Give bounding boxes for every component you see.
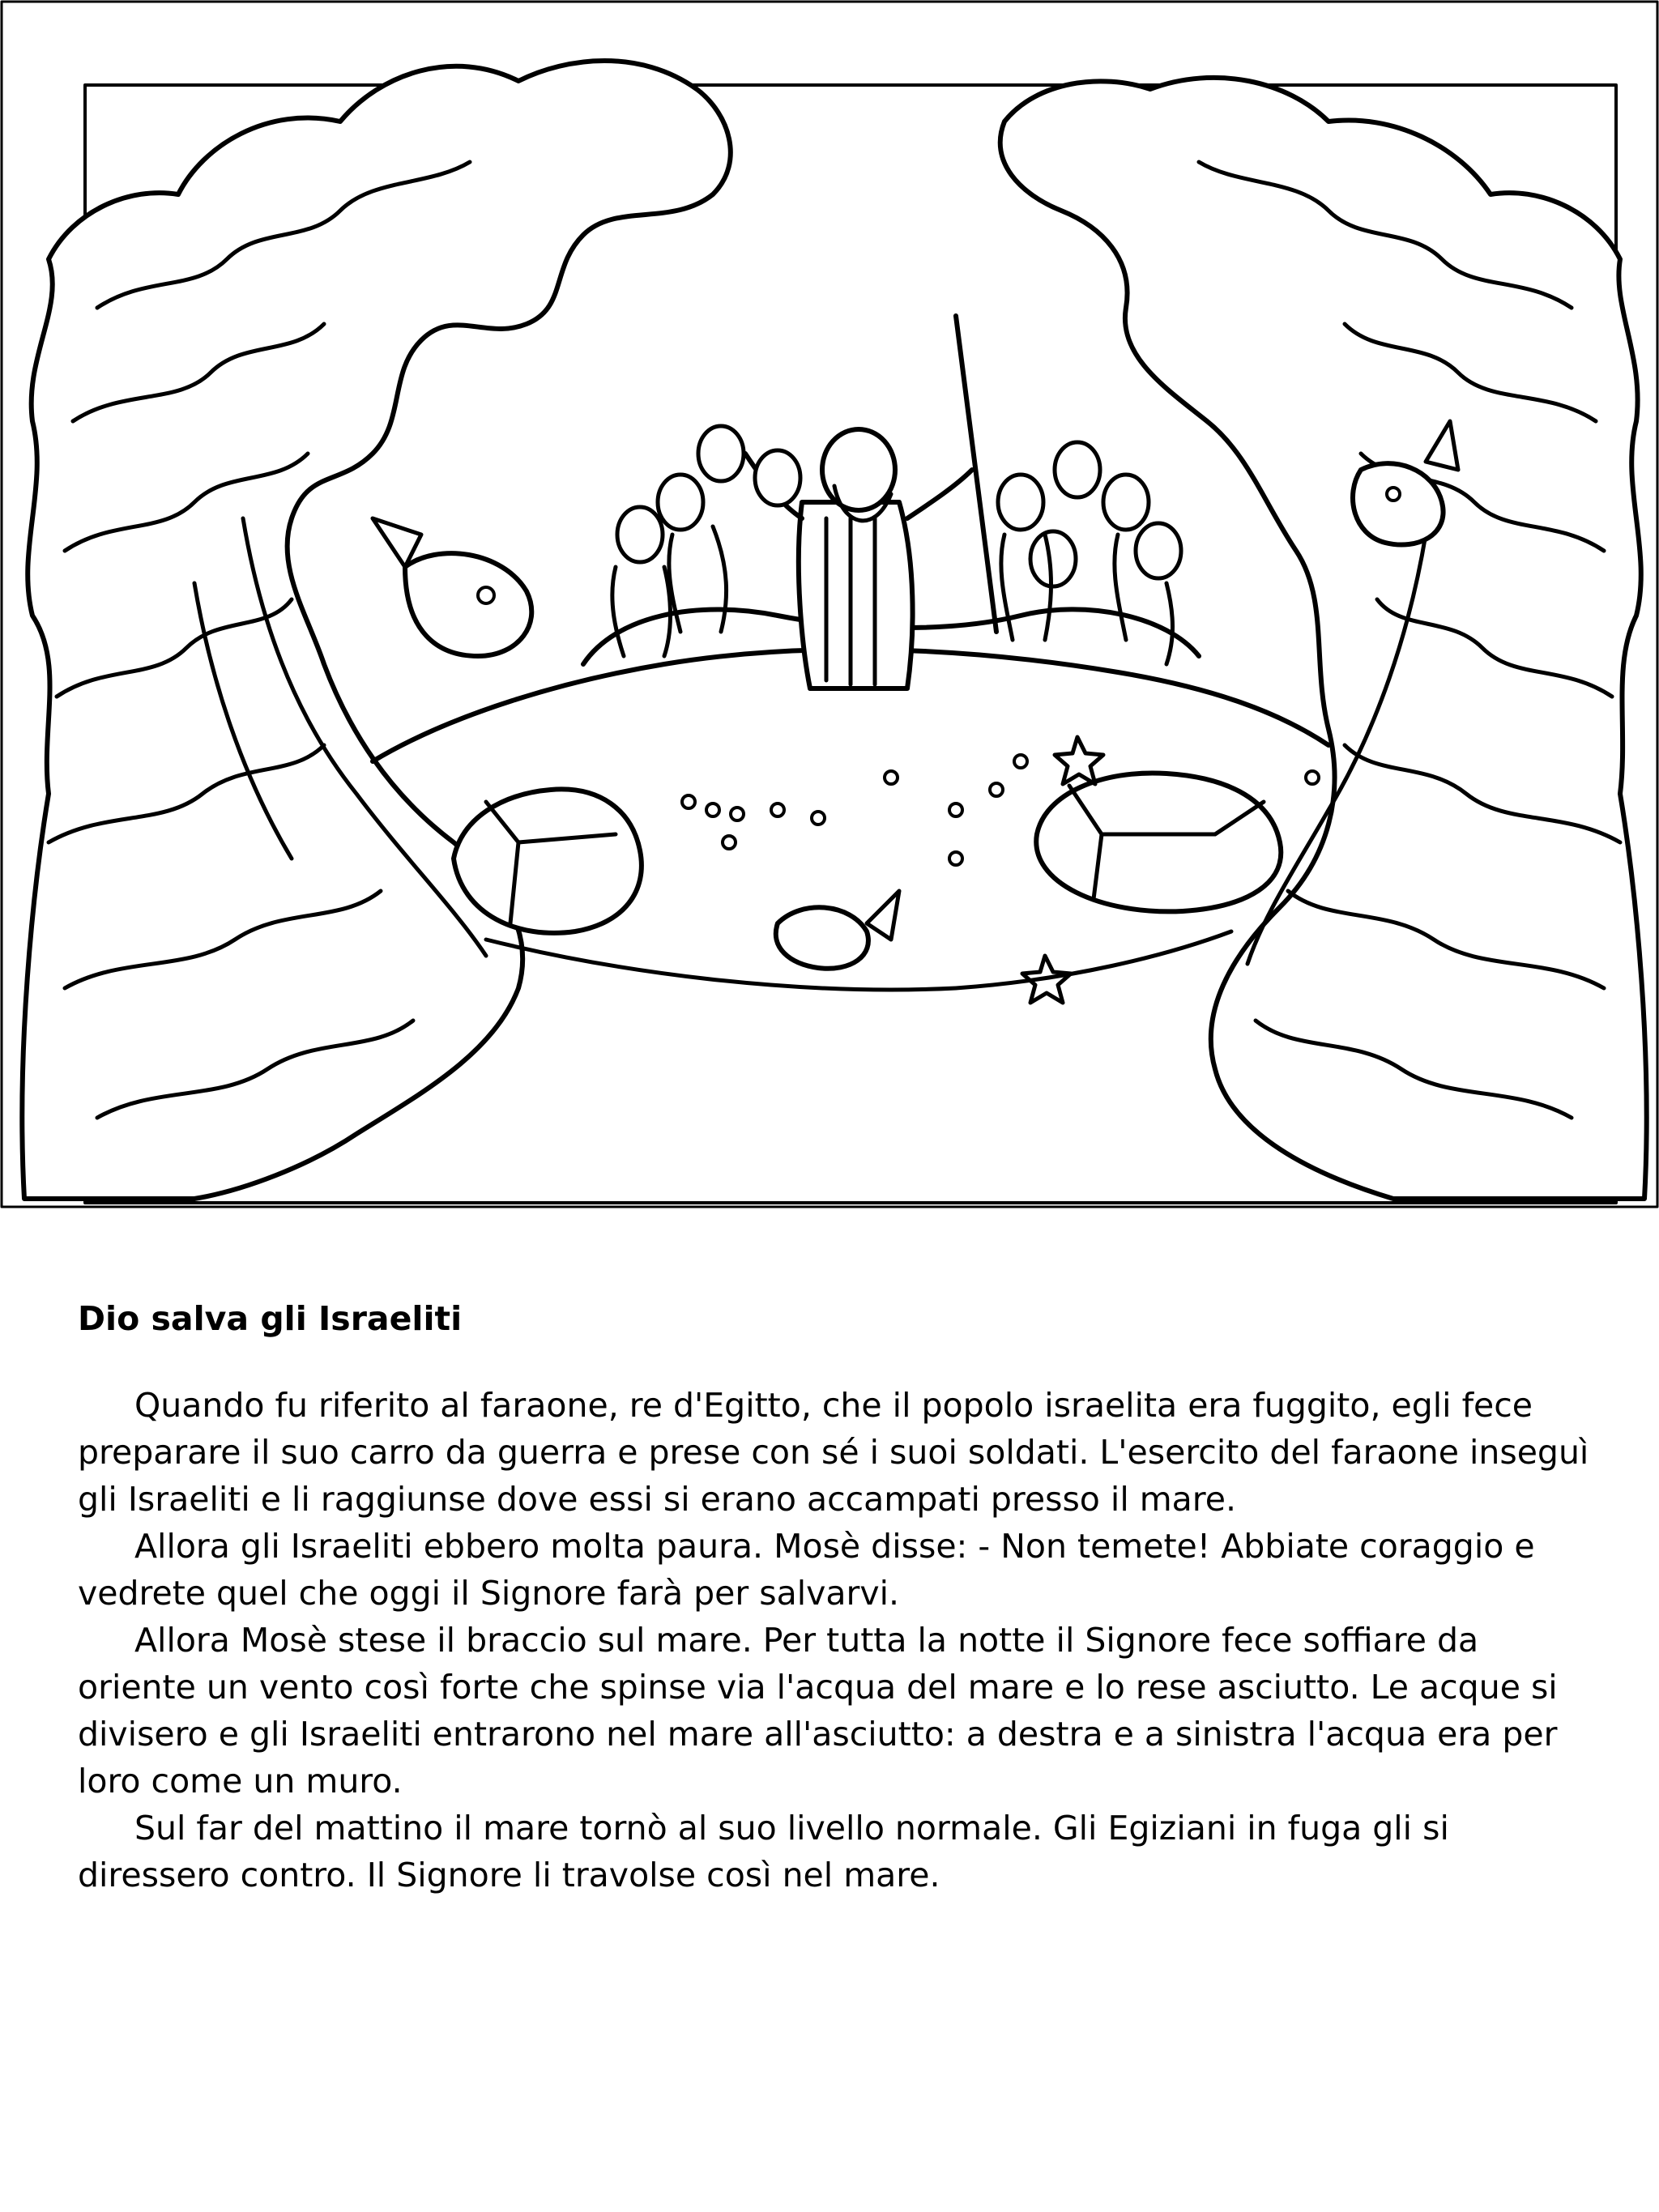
- person-head: [1030, 531, 1076, 586]
- right-wave: [1000, 78, 1647, 1199]
- story-paragraph-3: Allora Mosè stese il braccio sul mare. Per tutta la notte il Signore fece soffiare da oriente un vento così forte che spinse via l'acqua del mare e lo rese asciutto. Le acque si divisero e gli Israeliti entrarono nel mare all'asciutto: a destra e a sinistra l'acqua era per loro come un muro.: [78, 1621, 1558, 1801]
- person-head: [617, 507, 663, 562]
- person-head: [998, 475, 1043, 530]
- story-paragraph-1: Quando fu riferito al faraone, re d'Egitto, che il popolo israelita era fuggito, egli fece preparare il suo carro da guerra e prese con sé i suoi soldati. L'esercito del faraone inseguì gli Israeliti e li raggiunse dove essi si erano accampati presso il mare.: [78, 1386, 1589, 1519]
- fish-left: [405, 553, 531, 656]
- moses-robe: [799, 502, 913, 688]
- person-head: [698, 426, 744, 481]
- story-text: [78, 1296, 1601, 1899]
- story-paragraph-4: Sul far del mattino il mare tornò al suo livello normale. Gli Egiziani in fuga gli si diressero contro. Il Signore li travolse così nel mare.: [78, 1809, 1449, 1894]
- story-title: Dio salva gli Israeliti: [78, 1299, 463, 1338]
- person-head: [1103, 475, 1149, 530]
- person-head: [658, 475, 703, 530]
- moses-staff: [956, 316, 996, 632]
- person-head: [1055, 442, 1100, 497]
- starfish-1: [1055, 737, 1103, 784]
- moses-head: [822, 429, 895, 510]
- fish-bottom: [776, 907, 868, 968]
- person-head: [755, 450, 800, 505]
- rock-left: [454, 789, 642, 932]
- story-paragraph-2: Allora gli Israeliti ebbero molta paura. Mosè disse: - Non temete! Abbiate coraggio e vedrete quel che oggi il Signore farà per salvarvi.: [78, 1527, 1535, 1613]
- person-head: [1136, 523, 1181, 578]
